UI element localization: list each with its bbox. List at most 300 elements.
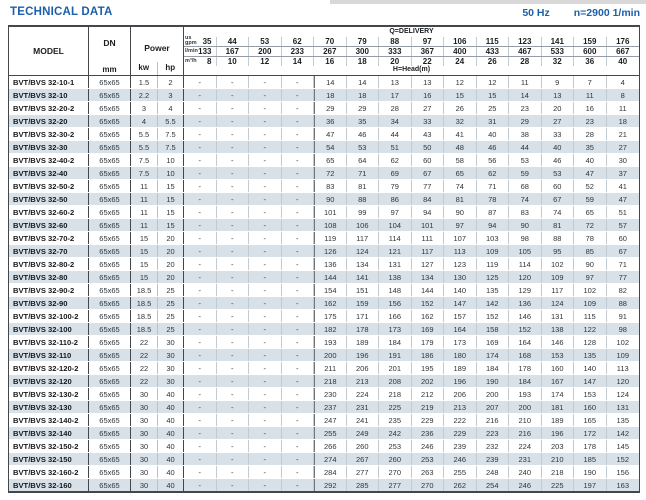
head-value: 197 xyxy=(574,479,607,491)
head-value: 125 xyxy=(477,271,510,283)
head-value: 200 xyxy=(509,401,542,413)
head-value: 262 xyxy=(444,479,477,491)
head-values xyxy=(184,193,639,205)
head-value: 117 xyxy=(412,245,445,257)
kw-cell: 30 xyxy=(131,427,158,439)
dn-cell: 65x65 xyxy=(89,167,131,179)
dn-cell: 65x65 xyxy=(89,466,131,478)
delivery-value: 44 xyxy=(217,37,250,46)
head-value: 239 xyxy=(444,440,477,452)
table-row xyxy=(9,193,639,206)
head-value: 253 xyxy=(412,453,445,465)
head-value: - xyxy=(217,232,250,244)
head-value: 94 xyxy=(477,219,510,231)
hp-cell: 20 xyxy=(158,271,184,283)
head-value: 53 xyxy=(509,154,542,166)
head-value: 202 xyxy=(412,375,445,387)
head-value: 77 xyxy=(618,272,627,282)
delivery-value: 22 xyxy=(412,57,445,66)
table-row xyxy=(9,297,639,310)
head-value: 212 xyxy=(412,388,445,400)
head-value: - xyxy=(184,102,217,114)
head-value: 225 xyxy=(379,401,412,413)
head-value: - xyxy=(249,440,282,452)
head-value: - xyxy=(249,414,282,426)
head-value: - xyxy=(282,284,315,296)
head-values xyxy=(184,128,639,140)
head-value: 67 xyxy=(412,167,445,179)
head-value: 32 xyxy=(444,115,477,127)
hp-cell: 40 xyxy=(158,401,184,413)
head-value: 27 xyxy=(618,142,627,152)
head-value: 102 xyxy=(574,284,607,296)
table-row xyxy=(9,479,639,491)
unit-label: us gpm xyxy=(185,34,197,47)
head-value: - xyxy=(282,375,315,387)
head-value: 18 xyxy=(347,89,380,101)
head-values xyxy=(184,219,639,231)
kw-cell: 11 xyxy=(131,193,158,205)
delivery-value: 367 xyxy=(412,47,445,56)
head-value: 98 xyxy=(618,324,627,334)
head-value: - xyxy=(184,323,217,335)
head-value: - xyxy=(282,76,315,88)
head-value: 46 xyxy=(542,154,575,166)
head-value: 18 xyxy=(314,89,347,101)
head-value: - xyxy=(282,167,315,179)
head-value: 72 xyxy=(574,219,607,231)
kw-cell: 22 xyxy=(131,362,158,374)
head-value: 119 xyxy=(477,258,510,270)
head-value: 69 xyxy=(379,167,412,179)
dn-cell: 65x65 xyxy=(89,323,131,335)
head-value: 99 xyxy=(347,206,380,218)
head-value: - xyxy=(217,440,250,452)
head-value: - xyxy=(184,440,217,452)
head-value: 182 xyxy=(314,323,347,335)
head-value: 74 xyxy=(444,180,477,192)
head-value: 138 xyxy=(542,323,575,335)
head-value: 235 xyxy=(379,414,412,426)
table-row xyxy=(9,323,639,336)
hp-cell: 10 xyxy=(158,154,184,166)
hp-cell: 20 xyxy=(158,232,184,244)
delivery-value: 176 xyxy=(616,37,630,46)
head-value: 128 xyxy=(574,336,607,348)
kw-cell: 11 xyxy=(131,219,158,231)
dn-cell: 65x65 xyxy=(89,401,131,413)
head-value: 113 xyxy=(616,363,629,373)
head-value: - xyxy=(249,206,282,218)
top-edge-strip xyxy=(330,0,646,4)
head-value: 211 xyxy=(314,362,347,374)
head-value: 86 xyxy=(379,193,412,205)
table-row xyxy=(9,349,639,362)
head-value: 162 xyxy=(412,310,445,322)
head-value: - xyxy=(249,479,282,491)
table-row xyxy=(9,219,639,232)
hp-cell: 30 xyxy=(158,349,184,361)
model-column-header: MODEL xyxy=(9,27,89,75)
head-value: 20 xyxy=(542,102,575,114)
head-value: 105 xyxy=(509,245,542,257)
head-value: 83 xyxy=(509,206,542,218)
head-value: 90 xyxy=(574,258,607,270)
head-value: - xyxy=(217,102,250,114)
head-value: 107 xyxy=(444,232,477,244)
head-value: - xyxy=(217,349,250,361)
head-value: - xyxy=(249,323,282,335)
head-value: - xyxy=(217,375,250,387)
head-value: 206 xyxy=(444,388,477,400)
model-cell: BVT/BVS 32-80-2 xyxy=(9,258,89,270)
head-values xyxy=(184,414,639,426)
head-value: - xyxy=(282,232,315,244)
head-value: 84 xyxy=(412,193,445,205)
head-value: 254 xyxy=(477,479,510,491)
head-value: - xyxy=(184,180,217,192)
delivery-value: 24 xyxy=(444,57,477,66)
delivery-value: 12 xyxy=(249,57,282,66)
table-row xyxy=(9,375,639,388)
model-cell: BVT/BVS 32-50 xyxy=(9,193,89,205)
kw-cell: 30 xyxy=(131,388,158,400)
hp-cell: 25 xyxy=(158,284,184,296)
head-value: 57 xyxy=(618,220,627,230)
head-value: 140 xyxy=(574,362,607,374)
head-value: 167 xyxy=(542,375,575,387)
head-value: 208 xyxy=(379,375,412,387)
head-value: - xyxy=(249,466,282,478)
kw-cell: 22 xyxy=(131,336,158,348)
head-value: 246 xyxy=(444,453,477,465)
model-cell: BVT/BVS 32-140 xyxy=(9,427,89,439)
head-value: 189 xyxy=(542,414,575,426)
model-cell: BVT/BVS 32-160-2 xyxy=(9,466,89,478)
model-cell: BVT/BVS 32-10 xyxy=(9,89,89,101)
head-value: 62 xyxy=(477,167,510,179)
head-value: - xyxy=(282,102,315,114)
hp-cell: 15 xyxy=(158,206,184,218)
head-value: 12 xyxy=(444,76,477,88)
dn-cell: 65x65 xyxy=(89,76,131,88)
head-value: - xyxy=(184,310,217,322)
dn-cell: 65x65 xyxy=(89,440,131,452)
head-value: - xyxy=(249,154,282,166)
head-value: 16 xyxy=(412,89,445,101)
hp-cell: 40 xyxy=(158,388,184,400)
head-value: 142 xyxy=(477,297,510,309)
head-value: 15 xyxy=(477,89,510,101)
head-value: - xyxy=(249,167,282,179)
head-value: 145 xyxy=(616,441,629,451)
dn-cell: 65x65 xyxy=(89,284,131,296)
delivery-value: 123 xyxy=(509,37,542,46)
head-value: 59 xyxy=(509,167,542,179)
head-value: 154 xyxy=(314,284,347,296)
head-value: 90 xyxy=(444,206,477,218)
hp-cell: 25 xyxy=(158,323,184,335)
head-value: - xyxy=(217,479,250,491)
head-value: - xyxy=(282,141,315,153)
head-value: 160 xyxy=(574,401,607,413)
model-cell: BVT/BVS 32-150-2 xyxy=(9,440,89,452)
head-values xyxy=(184,297,639,309)
head-value: 191 xyxy=(379,349,412,361)
table-row xyxy=(9,258,639,271)
head-value: - xyxy=(249,180,282,192)
head-values xyxy=(184,479,639,491)
kw-cell: 15 xyxy=(131,245,158,257)
head-value: 13 xyxy=(412,76,445,88)
head-value: - xyxy=(282,258,315,270)
head-value: 190 xyxy=(574,466,607,478)
head-value: 62 xyxy=(379,154,412,166)
hp-unit-label: hp xyxy=(165,63,176,72)
head-value: 60 xyxy=(542,180,575,192)
head-value: 71 xyxy=(477,180,510,192)
head-value: - xyxy=(184,401,217,413)
head-value: 126 xyxy=(314,245,347,257)
head-value: 109 xyxy=(477,245,510,257)
kw-cell: 5.5 xyxy=(131,141,158,153)
dn-cell: 65x65 xyxy=(89,154,131,166)
head-value: 109 xyxy=(574,297,607,309)
head-values xyxy=(184,245,639,257)
dn-cell: 65x65 xyxy=(89,245,131,257)
head-value: 46 xyxy=(347,128,380,140)
head-value: 97 xyxy=(379,206,412,218)
head-value: 35 xyxy=(574,141,607,153)
head-value: - xyxy=(184,219,217,231)
head-value: - xyxy=(217,193,250,205)
dn-cell: 65x65 xyxy=(89,206,131,218)
head-value: 71 xyxy=(347,167,380,179)
head-value: 94 xyxy=(412,206,445,218)
table-row xyxy=(9,167,639,180)
hp-cell: 2 xyxy=(158,76,184,88)
head-value: - xyxy=(184,141,217,153)
head-value: - xyxy=(282,154,315,166)
unit-label: l/min xyxy=(185,47,198,54)
model-cell: BVT/BVS 32-30 xyxy=(9,141,89,153)
head-value: 131 xyxy=(542,310,575,322)
head-value: 165 xyxy=(574,414,607,426)
head-values xyxy=(184,349,639,361)
head-value: 140 xyxy=(444,284,477,296)
head-value: 134 xyxy=(412,271,445,283)
head-value: 14 xyxy=(509,89,542,101)
head-value: 101 xyxy=(314,206,347,218)
head-value: - xyxy=(249,115,282,127)
hp-cell: 40 xyxy=(158,466,184,478)
kw-cell: 18.5 xyxy=(131,323,158,335)
delivery-value: 433 xyxy=(477,47,510,56)
head-value: - xyxy=(217,245,250,257)
head-value: 216 xyxy=(477,414,510,426)
head-value: 29 xyxy=(314,102,347,114)
kw-cell: 30 xyxy=(131,466,158,478)
head-value: 174 xyxy=(477,349,510,361)
delivery-value: 14 xyxy=(282,57,315,66)
head-value: - xyxy=(282,297,315,309)
head-value: 64 xyxy=(347,154,380,166)
head-value: - xyxy=(217,362,250,374)
head-value: 260 xyxy=(379,453,412,465)
head-value: 131 xyxy=(616,402,629,412)
speed-label: n=2900 1/min xyxy=(573,7,640,19)
head-values xyxy=(184,89,639,101)
kw-cell: 18.5 xyxy=(131,284,158,296)
head-value: 13 xyxy=(379,76,412,88)
head-value: 274 xyxy=(314,453,347,465)
head-value: - xyxy=(184,258,217,270)
delivery-value: 200 xyxy=(249,47,282,56)
head-value: 255 xyxy=(314,427,347,439)
delivery-value: 53 xyxy=(249,37,282,46)
head-value: 152 xyxy=(509,323,542,335)
head-value: - xyxy=(282,414,315,426)
dn-cell: 65x65 xyxy=(89,193,131,205)
dn-cell: 65x65 xyxy=(89,297,131,309)
hp-cell: 40 xyxy=(158,427,184,439)
hp-cell: 30 xyxy=(158,336,184,348)
head-value: - xyxy=(282,206,315,218)
dn-cell: 65x65 xyxy=(89,180,131,192)
head-value: 249 xyxy=(347,427,380,439)
head-value: - xyxy=(282,310,315,322)
head-value: - xyxy=(184,349,217,361)
head-value: - xyxy=(249,232,282,244)
head-value: 120 xyxy=(509,271,542,283)
head-value: 33 xyxy=(542,128,575,140)
head-value: 79 xyxy=(379,180,412,192)
delivery-value: 40 xyxy=(618,57,628,66)
head-value: 175 xyxy=(314,310,347,322)
head-value: 120 xyxy=(616,376,629,386)
head-value: 29 xyxy=(509,115,542,127)
head-value: 253 xyxy=(379,440,412,452)
table-row xyxy=(9,310,639,323)
hp-cell: 7.5 xyxy=(158,128,184,140)
head-value: - xyxy=(217,115,250,127)
head-value: 121 xyxy=(379,245,412,257)
head-value: 237 xyxy=(314,401,347,413)
kw-cell: 1.5 xyxy=(131,76,158,88)
dn-cell: 65x65 xyxy=(89,115,131,127)
head-value: - xyxy=(184,297,217,309)
hp-cell: 15 xyxy=(158,180,184,192)
head-value: - xyxy=(184,128,217,140)
delivery-value: 28 xyxy=(509,57,542,66)
head-value: 82 xyxy=(618,285,627,295)
head-value: 78 xyxy=(477,193,510,205)
head-value: 147 xyxy=(574,375,607,387)
head-value: 213 xyxy=(347,375,380,387)
head-value: 193 xyxy=(314,336,347,348)
head-value: 171 xyxy=(347,310,380,322)
head-value: - xyxy=(249,453,282,465)
head-value: 189 xyxy=(444,362,477,374)
table-row xyxy=(9,336,639,349)
dn-cell: 65x65 xyxy=(89,128,131,140)
head-value: 231 xyxy=(509,453,542,465)
head-values xyxy=(184,375,639,387)
head-value: 71 xyxy=(618,259,627,269)
head-value: 218 xyxy=(542,466,575,478)
kw-cell: 22 xyxy=(131,349,158,361)
hp-cell: 40 xyxy=(158,440,184,452)
head-value: - xyxy=(184,479,217,491)
head-value: 153 xyxy=(542,349,575,361)
head-value: 40 xyxy=(574,154,607,166)
hp-cell: 40 xyxy=(158,479,184,491)
head-value: 102 xyxy=(616,337,629,347)
head-value: 74 xyxy=(542,206,575,218)
head-value: 246 xyxy=(412,440,445,452)
head-value: 56 xyxy=(477,154,510,166)
dn-cell: 65x65 xyxy=(89,427,131,439)
head-value: 201 xyxy=(379,362,412,374)
kw-cell: 11 xyxy=(131,206,158,218)
head-value: - xyxy=(184,206,217,218)
head-value: - xyxy=(282,245,315,257)
head-value: 135 xyxy=(574,349,607,361)
dn-cell: 65x65 xyxy=(89,219,131,231)
model-cell: BVT/BVS 32-10-1 xyxy=(9,76,89,88)
head-value: - xyxy=(184,232,217,244)
table-row xyxy=(9,271,639,284)
head-value: 90 xyxy=(314,193,347,205)
head-value: - xyxy=(249,297,282,309)
head-value: 152 xyxy=(616,454,629,464)
delivery-value: 20 xyxy=(379,57,412,66)
head-values xyxy=(184,453,639,465)
head-value: 35 xyxy=(347,115,380,127)
head-value: 218 xyxy=(379,388,412,400)
head-value: 30 xyxy=(618,155,627,165)
head-value: 203 xyxy=(542,440,575,452)
model-cell: BVT/BVS 32-110 xyxy=(9,349,89,361)
head-value: - xyxy=(184,375,217,387)
head-value: 136 xyxy=(509,297,542,309)
head-value: 181 xyxy=(542,401,575,413)
head-value: 52 xyxy=(574,180,607,192)
head-value: 72 xyxy=(314,167,347,179)
head-value: 40 xyxy=(542,141,575,153)
head-value: 101 xyxy=(412,219,445,231)
head-value: 43 xyxy=(412,128,445,140)
hp-cell: 15 xyxy=(158,219,184,231)
head-value: 54 xyxy=(314,141,347,153)
head-value: 83 xyxy=(314,180,347,192)
table-row xyxy=(9,154,639,167)
head-value: - xyxy=(249,128,282,140)
head-value: 270 xyxy=(412,479,445,491)
head-value: - xyxy=(217,336,250,348)
head-value: - xyxy=(217,466,250,478)
head-value: 15 xyxy=(444,89,477,101)
head-value: - xyxy=(282,336,315,348)
head-value: - xyxy=(282,193,315,205)
head-values xyxy=(184,180,639,192)
model-cell: BVT/BVS 32-120 xyxy=(9,375,89,387)
dn-cell: 65x65 xyxy=(89,414,131,426)
head-value: 60 xyxy=(412,154,445,166)
head-values xyxy=(184,388,639,400)
table-row xyxy=(9,89,639,102)
head-value: - xyxy=(249,76,282,88)
